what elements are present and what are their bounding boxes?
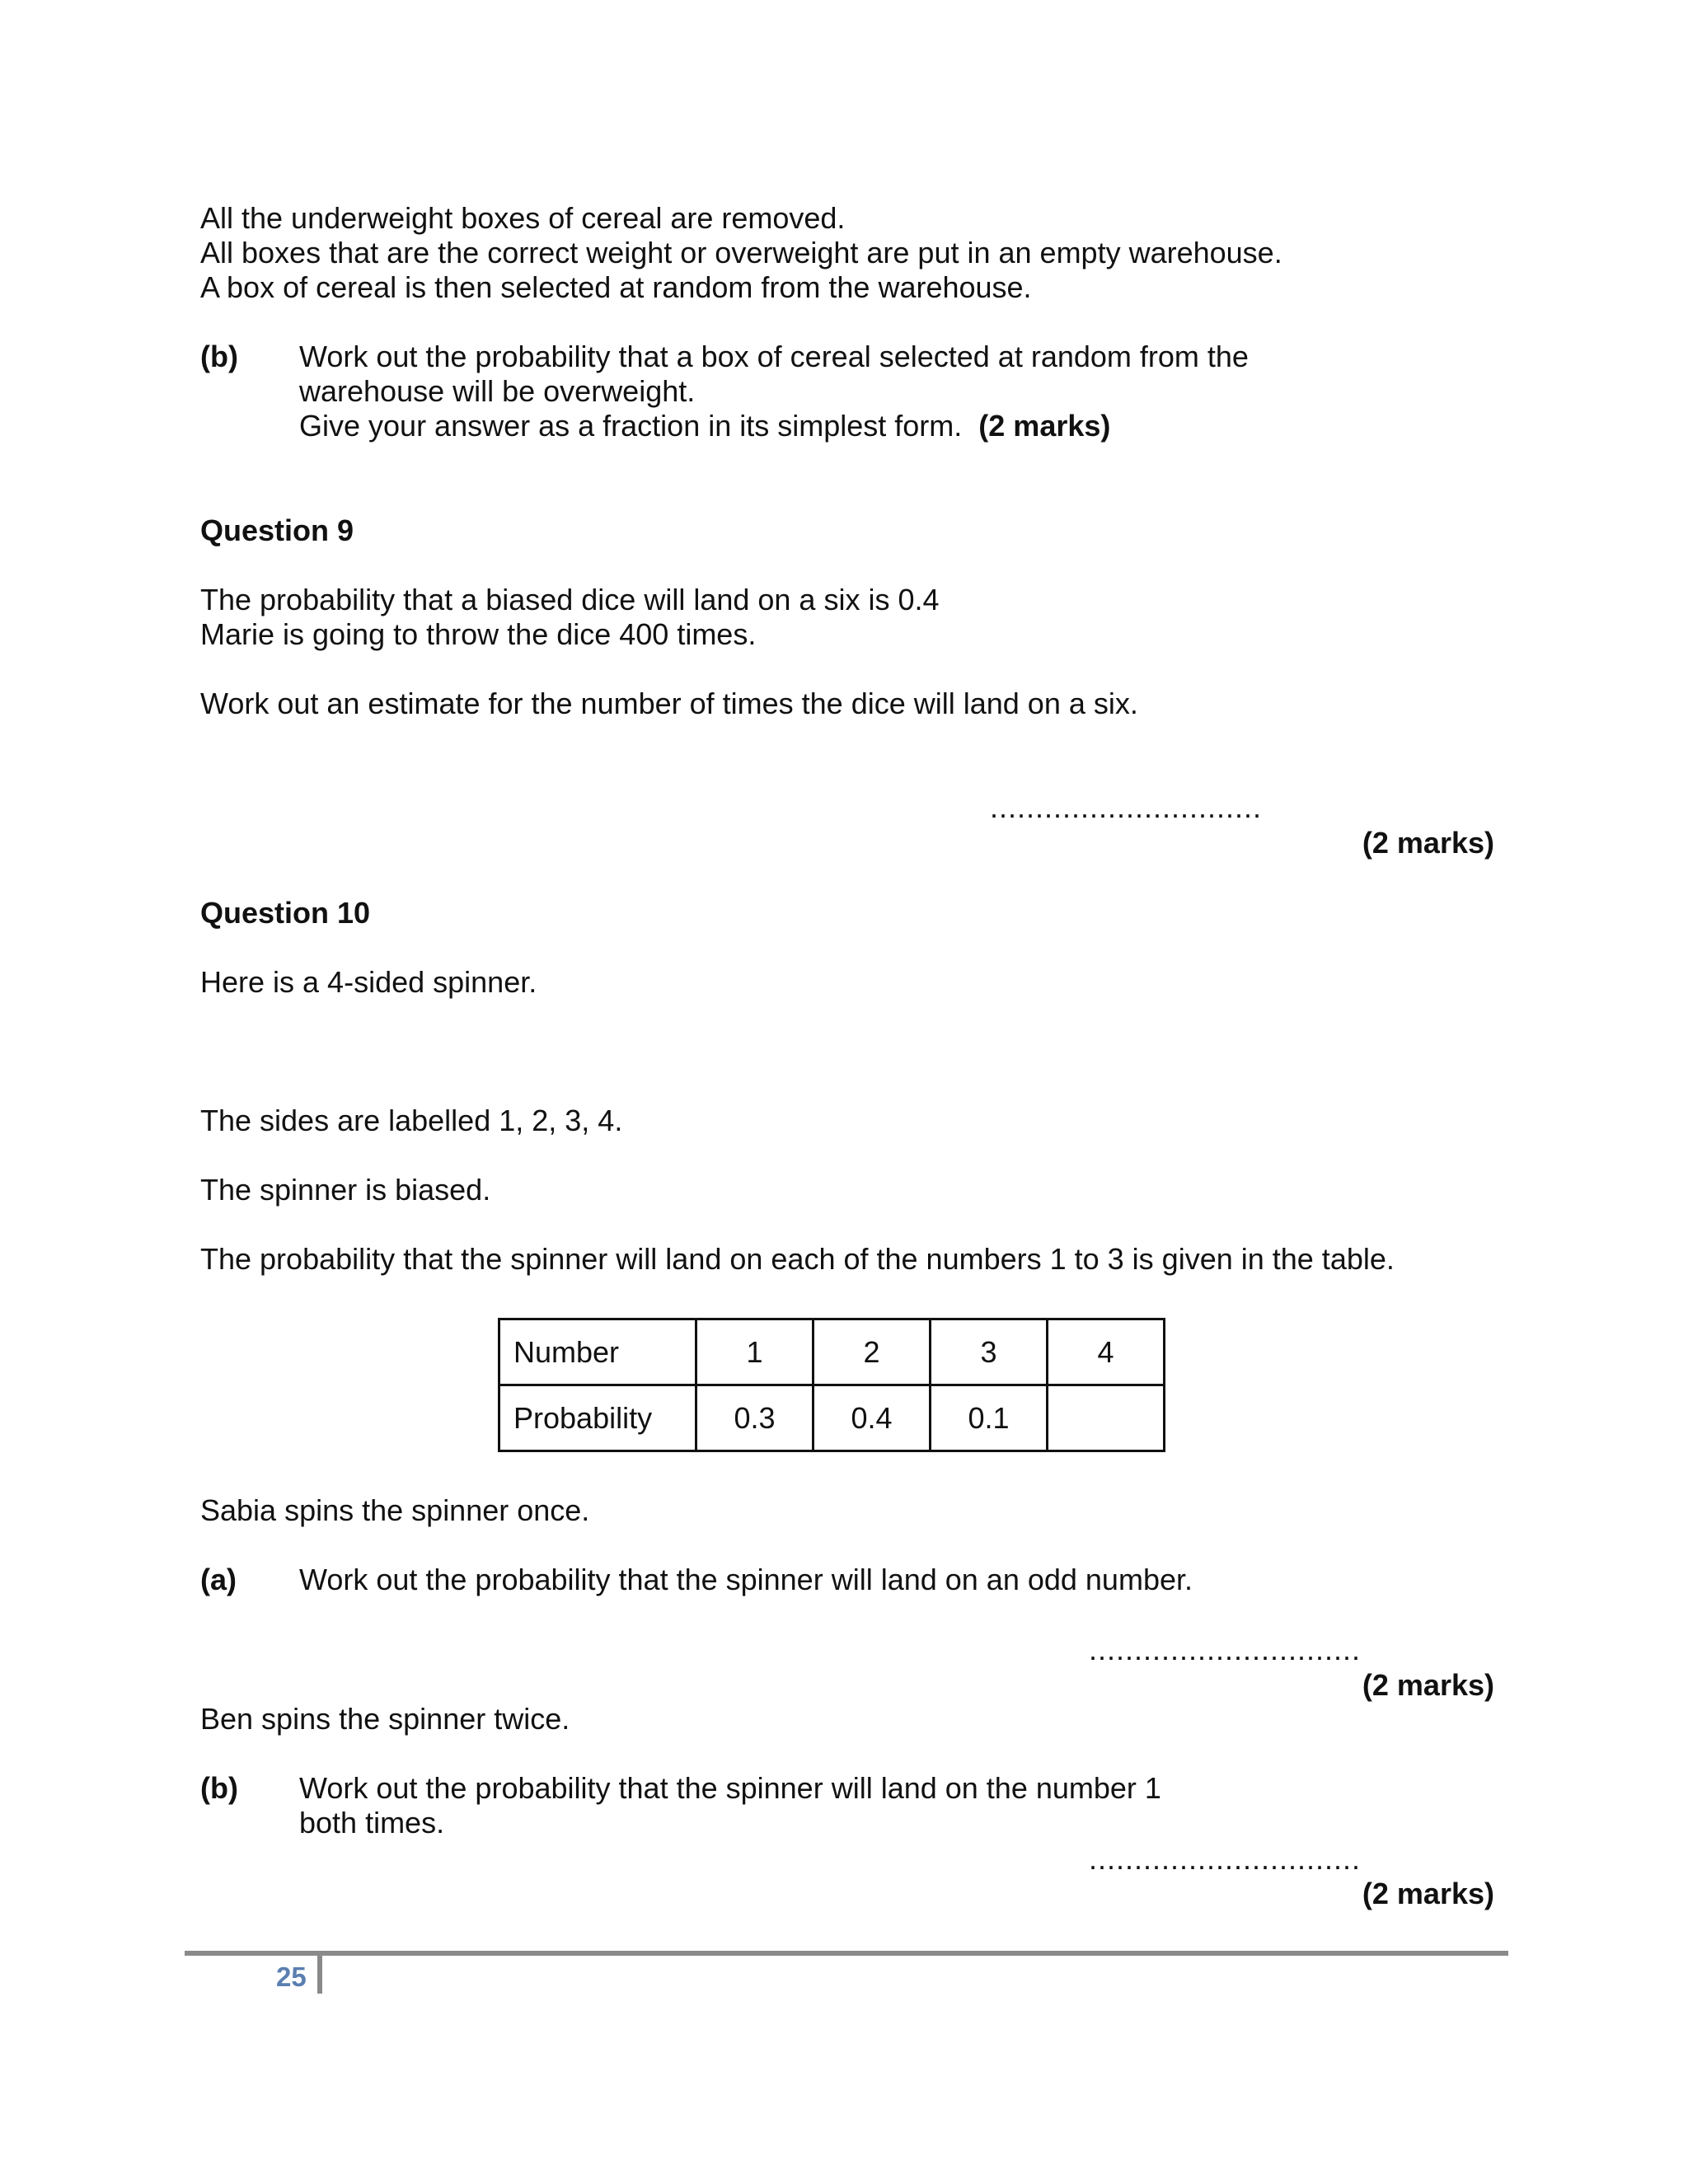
q10-sides: The sides are labelled 1, 2, 3, 4. [200, 1104, 623, 1137]
q10a-answer-line[interactable]: .............................. [1089, 1633, 1362, 1666]
footer-rule [185, 1951, 1508, 1956]
q10b-label: (b) [200, 1771, 238, 1805]
q10-biased: The spinner is biased. [200, 1173, 491, 1207]
q9-marks: (2 marks) [1362, 826, 1494, 860]
footer-divider [317, 1955, 322, 1994]
q8b-line-3-text: Give your answer as a fraction in its simplest form. [299, 409, 963, 443]
table-number-4: 4 [1048, 1319, 1165, 1385]
q10b-answer-line[interactable]: .............................. [1089, 1842, 1362, 1876]
table-prob-4-blank[interactable] [1048, 1385, 1165, 1451]
q8b-line-3 [299, 411, 1110, 441]
q9-line-3: Work out an estimate for the number of times the dice will land on a six. [200, 687, 1138, 720]
table-header-number: Number [499, 1319, 696, 1385]
page-number: 25 [276, 1961, 307, 1992]
q8b-line-1: Work out the probability that a box of cereal selected at random from the [299, 340, 1249, 373]
q10-intro: Here is a 4-sided spinner. [200, 965, 537, 999]
q10b-line-2: both times. [299, 1806, 445, 1840]
q9-line-2: Marie is going to throw the dice 400 times. [200, 617, 757, 651]
q10-ben: Ben spins the spinner twice. [200, 1702, 570, 1736]
table-row-number [499, 1319, 1165, 1385]
q10-sabia: Sabia spins the spinner once. [200, 1493, 590, 1527]
probability-table [498, 1318, 1165, 1452]
q8b-label: (b) [200, 340, 238, 373]
table-row-probability [499, 1385, 1165, 1451]
q8b-marks: (2 marks) [978, 409, 1111, 443]
intro-line-3: A box of cereal is then selected at random from the warehouse. [200, 270, 1032, 304]
q10a-text: Work out the probability that the spinner will land on an odd number. [299, 1563, 1193, 1596]
table-prob-2: 0.4 [814, 1385, 931, 1451]
table-number-1: 1 [696, 1319, 814, 1385]
q8b-line-2: warehouse will be overweight. [299, 374, 696, 408]
q10-table-intro: The probability that the spinner will land on each of the numbers 1 to 3 is given in the table. [200, 1242, 1395, 1276]
table-number-2: 2 [814, 1319, 931, 1385]
table-prob-3: 0.1 [931, 1385, 1048, 1451]
q9-line-1: The probability that a biased dice will land on a six is 0.4 [200, 583, 940, 616]
q10a-label: (a) [200, 1563, 237, 1596]
table-header-probability: Probability [499, 1385, 696, 1451]
q10-title: Question 10 [200, 896, 371, 930]
table-number-3: 3 [931, 1319, 1048, 1385]
q10b-marks: (2 marks) [1362, 1877, 1494, 1910]
q10b-line-1: Work out the probability that the spinner will land on the number 1 [299, 1771, 1161, 1805]
table-prob-1: 0.3 [696, 1385, 814, 1451]
intro-line-2: All boxes that are the correct weight or overweight are put in an empty warehouse. [200, 236, 1282, 269]
intro-line-1: All the underweight boxes of cereal are removed. [200, 201, 846, 235]
q10a-marks: (2 marks) [1362, 1668, 1494, 1702]
q9-title: Question 9 [200, 513, 354, 547]
q9-answer-line[interactable]: .............................. [990, 790, 1263, 824]
